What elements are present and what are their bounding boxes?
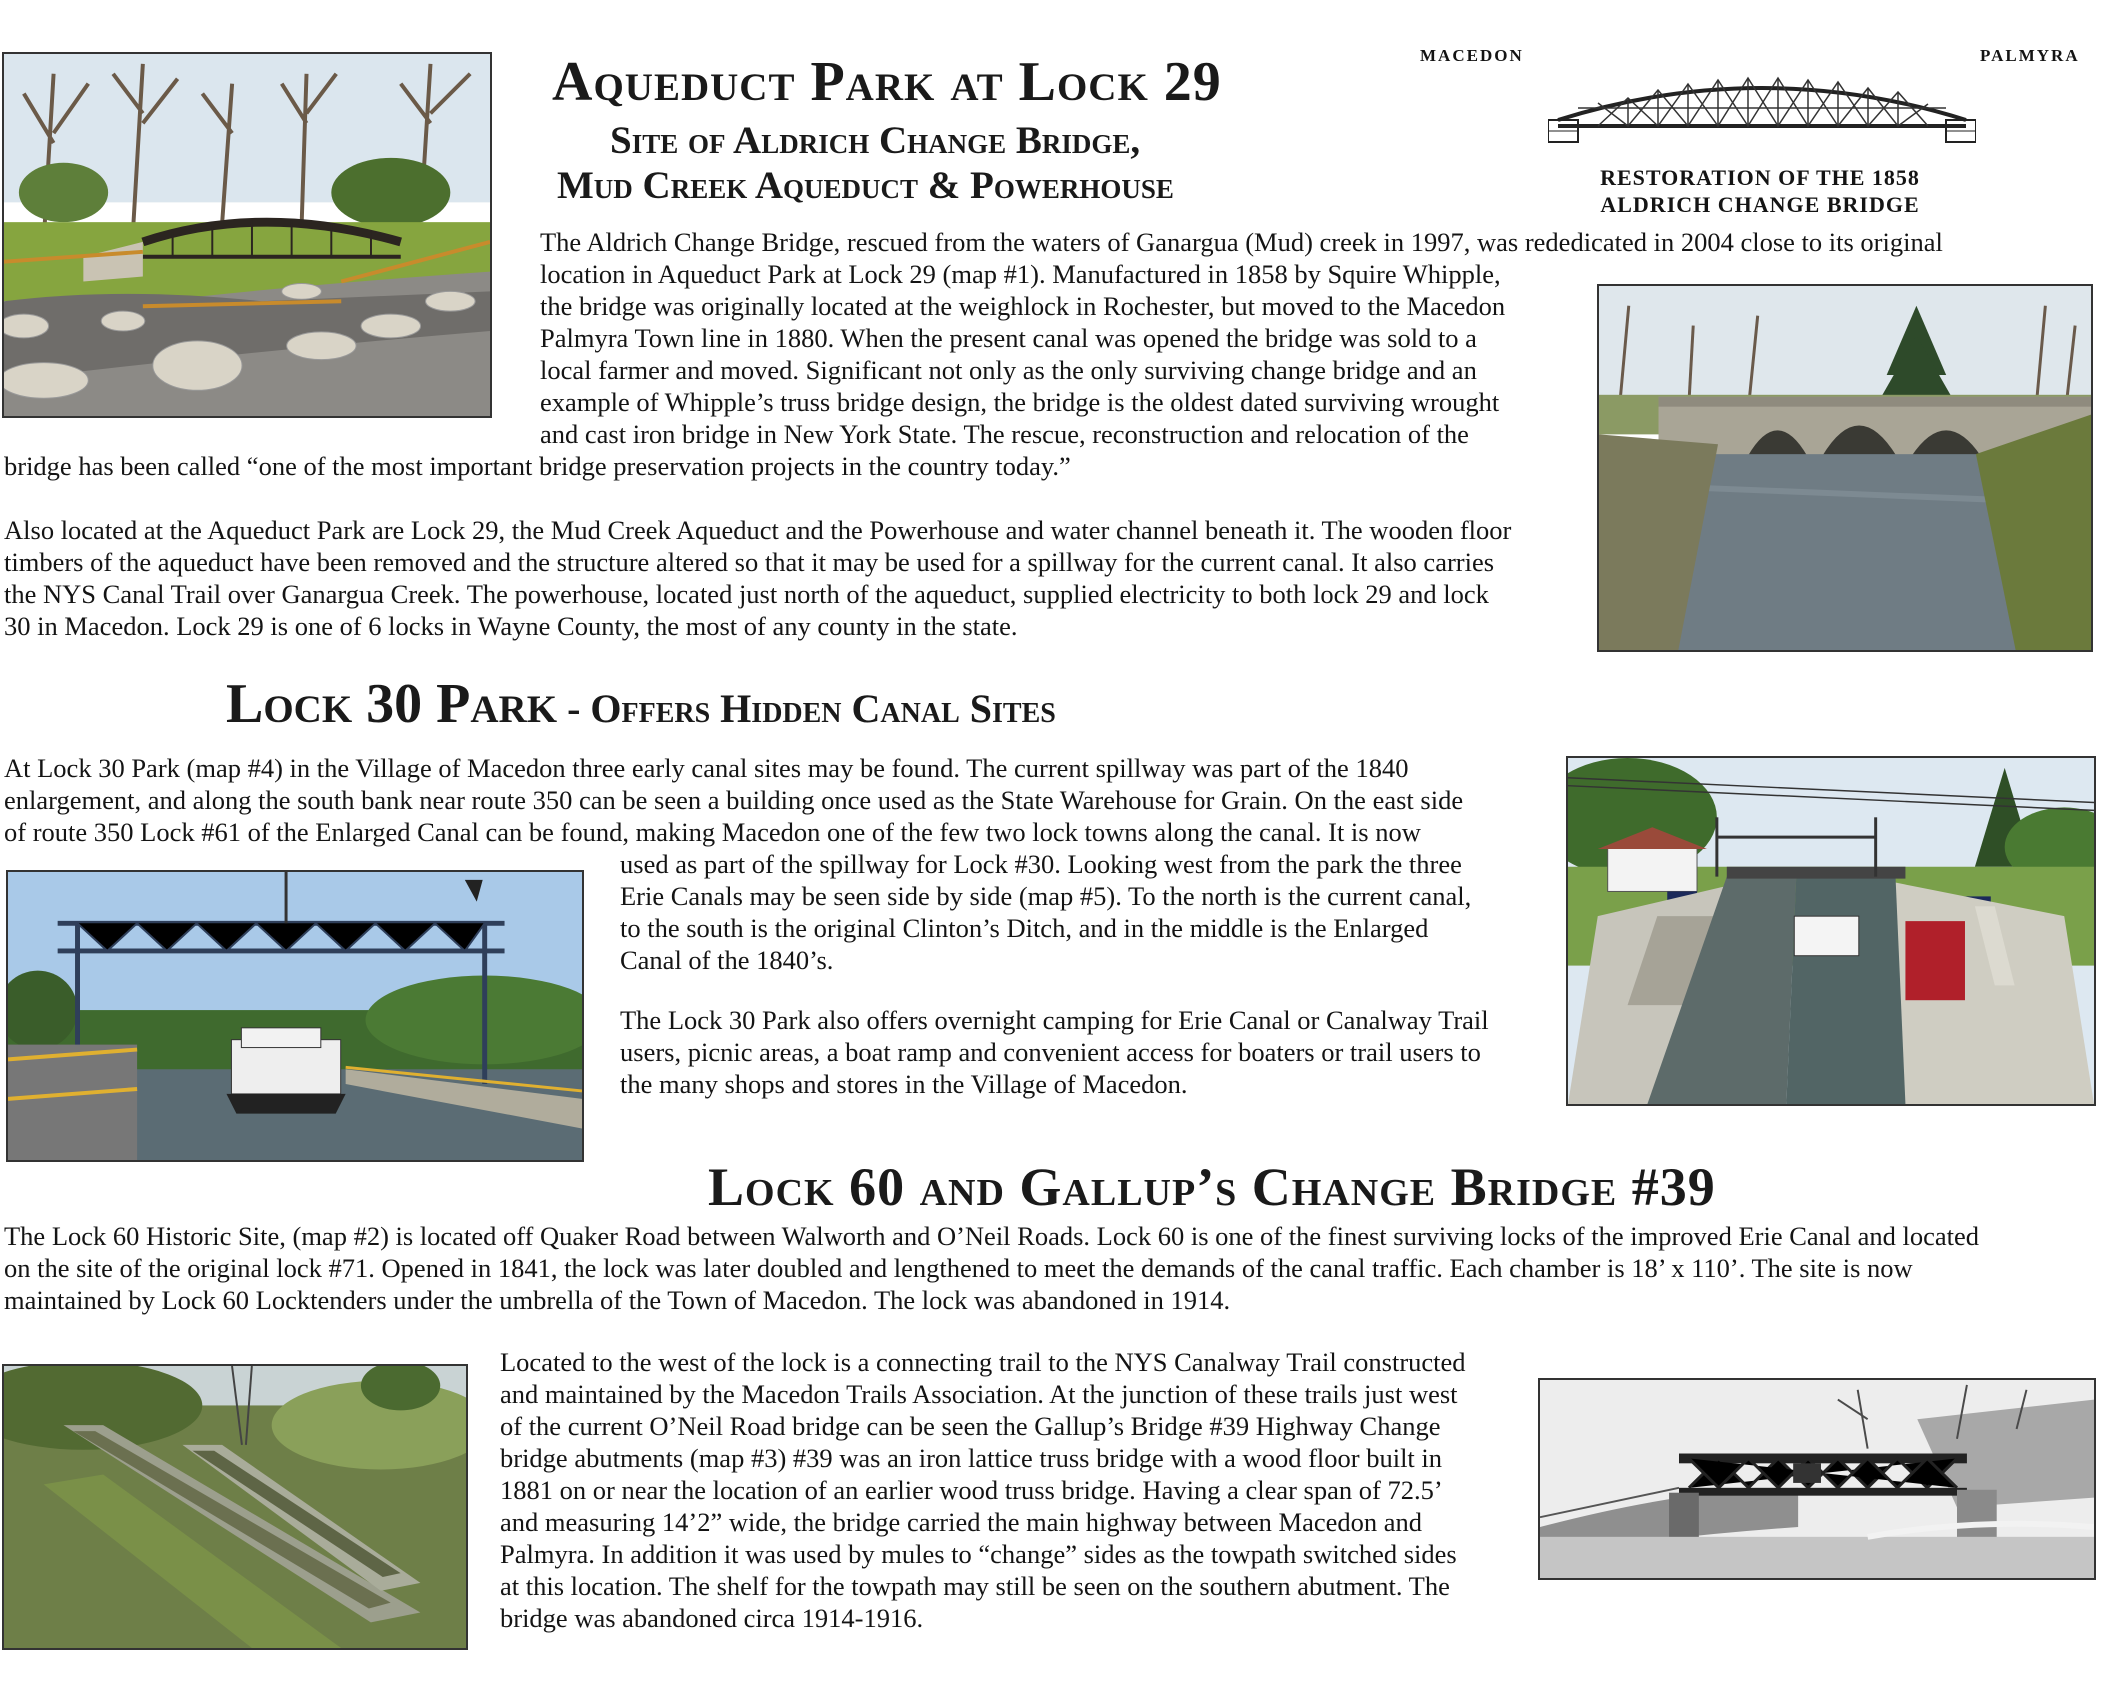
section3-title: Lock 60 and Gallup’s Change Bridge #39 — [708, 1157, 1716, 1217]
text-line: local farmer and moved. Significant not only as the only surviving change bridge and an — [540, 355, 1477, 385]
text-line: Canal of the 1840’s. — [620, 945, 834, 975]
text-line: The Lock 60 Historic Site, (map #2) is located off Quaker Road between Walworth and O’Neil Roads. Lock 60 is one of the finest surviving locks of the improved Erie Canal and located — [4, 1221, 1980, 1251]
text-line: of route 350 Lock #61 of the Enlarged Canal can be found, making Macedon one of the few two lock towns along the canal. It is now — [4, 817, 1421, 847]
photo-lock60-ruins — [2, 1364, 468, 1650]
text-line: and maintained by the Macedon Trails Association. At the junction of these trails just west — [500, 1379, 1458, 1409]
text-line: on the site of the original lock #71. Opened in 1841, the lock was later doubled and lengthened to meet the demands of the canal traffic. Each chamber is 18’ x 110’. The site is now — [4, 1253, 1913, 1283]
photo-mud-creek-aqueduct — [1597, 284, 2093, 652]
section1-paragraph2 — [4, 514, 1594, 642]
text-line: example of Whipple’s truss bridge design, the bridge is the oldest dated surviving wrought — [540, 387, 1500, 417]
text-line: and cast iron bridge in New York State. The rescue, reconstruction and relocation of the — [540, 419, 1469, 449]
section2-title-sub: Offers Hidden Canal Sites — [590, 686, 1056, 731]
text-line: At Lock 30 Park (map #4) in the Village of Macedon three early canal sites may be found. The current spillway was part of the 1840 — [4, 753, 1409, 783]
text-line: Palmyra. In addition it was used by mules to “change” sides as the towpath switched sides — [500, 1539, 1457, 1569]
photo-lock30-tour-boat — [6, 870, 584, 1162]
restoration-caption-line2: ALDRICH CHANGE BRIDGE — [1600, 192, 1920, 217]
text-line: to the south is the original Clinton’s Ditch, and in the middle is the Enlarged — [620, 913, 1429, 943]
text-line: at this location. The shelf for the towpath may still be seen on the southern abutment. The — [500, 1571, 1450, 1601]
text-line: bridge was abandoned circa 1914-1916. — [500, 1603, 924, 1633]
aldrich-bridge-drawing — [1548, 58, 1976, 144]
text-line: The Lock 30 Park also offers overnight camping for Erie Canal or Canalway Trail — [620, 1005, 1489, 1035]
text-line: Palmyra Town line in 1880. When the present canal was opened the bridge was sold to a — [540, 323, 1477, 353]
text-line: location in Aqueduct Park at Lock 29 (map #1). Manufactured in 1858 by Squire Whipple, — [540, 259, 1501, 289]
text-line: The Aldrich Change Bridge, rescued from the waters of Ganargua (Mud) creek in 1997, was rededicated in 2004 close to its original — [540, 227, 1943, 257]
text-line: used as part of the spillway for Lock #30. Looking west from the park the three — [620, 849, 1462, 879]
restoration-caption-line1: RESTORATION OF THE 1858 — [1600, 165, 1920, 190]
section2-paragraph2 — [620, 1004, 1560, 1100]
section3-paragraph2 — [500, 1346, 1540, 1634]
section3-paragraph1 — [4, 1220, 2104, 1316]
text-line: the many shops and stores in the Village of Macedon. — [620, 1069, 1188, 1099]
macedon-label: MACEDON — [1420, 46, 1524, 65]
section2-title-main: Lock 30 Park — [226, 673, 558, 735]
text-line: the NYS Canal Trail over Ganargua Creek. The powerhouse, located just north of the aqueduct, supplied electricity to both lock 29 and lock — [4, 579, 1489, 609]
photo-gallups-bridge — [1538, 1378, 2096, 1580]
restoration-caption — [1540, 164, 1980, 218]
text-line: the bridge was originally located at the weighlock in Rochester, but moved to the Macedon — [540, 291, 1506, 321]
section1-subtitle-line1: Site of Aldrich Change Bridge, — [610, 119, 1141, 162]
text-line: of the current O’Neil Road bridge can be seen the Gallup’s Bridge #39 Highway Change — [500, 1411, 1441, 1441]
section1-title: Aqueduct Park at Lock 29 — [552, 51, 1222, 113]
text-line: and measuring 14’2” wide, the bridge carried the main highway between Macedon and — [500, 1507, 1423, 1537]
text-line: 1881 on or near the location of an earlier wood truss bridge. Having a clear span of 72.5’ — [500, 1475, 1443, 1505]
text-line: bridge abutments (map #3) #39 was an iron lattice truss bridge with a wood floor built in — [500, 1443, 1443, 1473]
text-line: Erie Canals may be seen side by side (map #5). To the north is the current canal, — [620, 881, 1472, 911]
text-line: bridge has been called “one of the most important bridge preservation projects in the country today.” — [4, 451, 1071, 481]
palmyra-label: PALMYRA — [1980, 46, 2080, 65]
text-line: timbers of the aqueduct have been removed and the structure altered so that it may be used for a spillway for the current canal. It also carries — [4, 547, 1495, 577]
text-line: maintained by Lock 60 Locktenders under the umbrella of the Town of Macedon. The lock was abandoned in 1914. — [4, 1285, 1231, 1315]
text-line: enlargement, and along the south bank near route 350 can be seen a building once used as the State Warehouse for Grain. On the east side — [4, 785, 1464, 815]
photo-lock30-chamber — [1566, 756, 2096, 1106]
text-line: users, picnic areas, a boat ramp and convenient access for boaters or trail users to — [620, 1037, 1481, 1067]
section2-title-separator: - — [557, 686, 591, 731]
text-line: Also located at the Aqueduct Park are Lock 29, the Mud Creek Aqueduct and the Powerhouse and water channel beneath it. The wooden floor — [4, 515, 1512, 545]
text-line: Located to the west of the lock is a connecting trail to the NYS Canalway Trail constructed — [500, 1347, 1466, 1377]
section2-title — [226, 672, 1056, 736]
text-line: 30 in Macedon. Lock 29 is one of 6 locks in Wayne County, the most of any county in the state. — [4, 611, 1018, 641]
section1-subtitle-line2: Mud Creek Aqueduct & Powerhouse — [557, 164, 1174, 207]
